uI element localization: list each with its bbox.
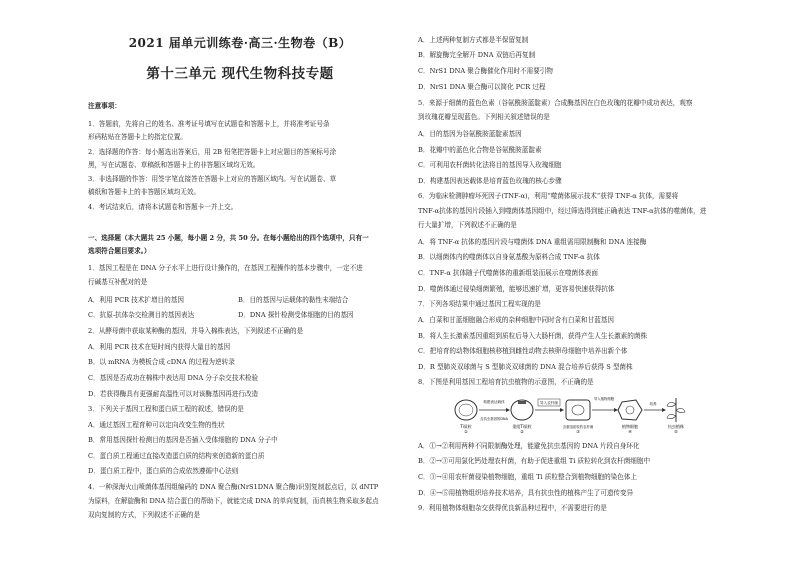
question-line: 2．从酵母菌中获取某种酶的基因，并导入棉株表达，下列叙述不正确的是 [88,327,304,335]
option-line: A．白菜和甘蓝细胞融合形成的杂种细胞中同时含有白菜和甘蓝基因 [418,316,614,324]
option-line: D．构建基因表达载体是培育蓝色玫瑰的核心步骤 [418,177,562,185]
question-line: 双向复制的方式，下列叙述不正确的是 [88,511,201,519]
question-line: 4．一种深海火山喷菌体基因组编码的 DNA 聚合酶(NrS1DNA 聚合酶)识别复制起点后，以 dNTP [88,483,379,491]
ti-plasmid-shape [455,400,477,420]
step-number: ⑤ [674,429,678,434]
notice-line: 稿纸和答题卡上的非答题区域均无效。 [88,188,201,196]
option-line: C．③→④用农杆菌侵染植物细胞，重组 Ti 质粒整合到植物细胞的染色体上 [418,473,638,481]
diagram-label: Ti质粒 [460,424,472,429]
notice-line: 黑，写在试题卷、草稿纸和答题卡上的非答题区域均无效。 [88,161,260,169]
diagram-label: 导入植物细胞 [593,397,615,401]
option-line: C．蛋白质工程通过直接改造蛋白质的结构来创造新的蛋白质 [88,452,265,460]
option-line: C．基因是否成功在棉株中表达用 DNA 分子杂交技术检验 [88,374,259,382]
notice-heading: 注意事项： [88,102,121,110]
diagram-label: 导入农杆菌 [540,401,558,405]
option-line: C．TNF-α 抗体随子代噬菌体的重新组装而展示在噬菌体表面 [418,269,598,277]
question-line: 行碱基互补配对的是 [88,278,148,286]
diagram-label: 重组Ti质粒 [512,424,532,429]
diagram-label: 含重组质粒的农杆菌 [562,425,594,429]
question-line: 7．下列各项结果中通过基因工程实现的是 [418,300,541,308]
option-line: C．NrS1 DNA 聚合酶催化作用时不需要引物 [418,67,554,75]
option-line: D．NrS1 DNA 聚合酶可以简化 PCR 过程 [418,83,546,91]
plant-leaf [667,402,676,406]
option-line: D．DNA 探针检测受体细胞的目的基因 [238,311,354,319]
option-line: D．④→⑤用植物组织培养技术培养，具有抗虫性的植株产生了可遗传变异 [418,489,634,497]
step-number: ① [464,429,468,434]
notice-line: 形码粘贴在答题卡上的指定位置。 [88,133,187,141]
question-line: 1．基因工程是在 DNA 分子水平上进行设计操作的，在基因工程操作的基本步骤中，一定不进 [88,264,363,272]
option-line: D．R 型肺炎双球菌与 S 型肺炎双球菌的 DNA 混合培养后获得 S 型菌株 [418,363,633,371]
diagram-label: 培养 [649,402,657,406]
notice-line: 3．非选择题的作答：用签字笔直接答在答题卡上对应的答题区域内。写在试题卷、草 [88,175,337,183]
insert-gene-mark [518,401,526,404]
option-line: C．把培育的动物体细胞核移植到雌性动物去核卵母细胞中培养出新个体 [418,347,628,355]
plant-leaf [676,408,685,412]
arrow-head [560,408,564,412]
plant-leaf [667,414,676,418]
diagram-label: 构建表达载体 [483,400,505,404]
arrow-head [614,408,618,412]
step-number: ③ [576,429,580,434]
question-line: 到玫瑰花瓣呈现蓝色。下列相关叙述错误的是 [418,113,550,121]
option-line: A．上述两种复制方式都是半保留复制 [418,36,529,44]
arrow-head [506,408,510,412]
notice-line: 2．选择题的作答：每小题选出答案后，用 2B 铅笔把答题卡上对应题目的答案标号涂 [88,148,337,156]
question-line: 8．下图是利用基因工程培育抗虫植物的示意图，不正确的是 [418,378,594,386]
step-number: ② [520,429,524,434]
notice-line: 1．答题前，先将自己的姓名、准考证号填写在试题卷和答题卡上，并将准考证号条 [88,120,330,128]
question-line: TNF-α抗体的基因片段插入到噬菌体基因组中，经过筛选得到能正确表达 TNF-α抗体的噬菌体，进 [418,207,707,215]
option-line: B．目的基因与运载体的黏性末端结合 [238,296,349,304]
unit-title: 第十三单元 现代生物科技专题 [146,66,334,82]
step-number: ④ [628,429,632,434]
option-line: A．目的基因为谷氨酰胺蓝靛素基因 [418,130,522,138]
option-line: D．若获得酶具有更强耐高温性可以对该酶基因再进行改造 [88,390,259,398]
option-line: B．常用基因探针检测目的基因是否插入受体细胞的 DNA 分子中 [88,436,278,444]
section-heading: 一、选择题（本大题共 25 小题，每小题 2 分，共 50 分。在每小题给出的四个选项中，只有一 [88,234,369,242]
section-heading-cont: 选项符合题目要求。） [88,247,151,255]
ti-plasmid-inner [459,404,473,416]
option-line: B．以 mRNA 为模板合成 cDNA 的过程为逆转录 [88,358,235,366]
option-line: A．将 TNF-α 抗体的基因片段与噬菌体 DNA 重组需用限制酶和 DNA 连接酶 [418,238,647,246]
diagram-label: 含抗虫基因的DNA [480,417,508,421]
question-line: 6．为临床检测肿瘤坏死因子(TNF-α)，利用“噬菌体展示技术”获得 TNF-α 抗体，需要将 [418,192,679,200]
option-line: B．花瓣中的蓝色化合物是谷氨酰胺蓝靛素 [418,146,542,154]
question-line: 3．下列关于基因工程和蛋白质工程的叙述，错误的是 [88,405,244,413]
option-line: B．将人生长激素基因重组到质粒后导入大肠杆菌，获得产生人生长激素的菌株 [418,332,648,340]
exam-title: 2021 届单元训练卷·高三·生物卷（B） [128,36,352,50]
agrobacterium-plasmid [572,405,584,415]
genetic-engineering-diagram [452,392,692,434]
option-line: C．可利用农杆菌转化法将目的基因导入玫瑰细胞 [418,161,562,169]
question-line: 为原料，在解旋酶和 DNA 结合蛋白的帮助下，就能完成 DNA 的单向复制，而真核生物采取多起点 [88,497,379,505]
notice-line: 4．考试结束后，请将本试题卷和答题卡一并上交。 [88,203,238,211]
option-line: B．②→③可用氯化钙处理农杆菌，有助于促进重组 Ti 质粒转化到农杆菌细胞中 [418,457,651,465]
agrobacterium-shape [566,400,590,420]
option-line: B．以细菌体内的噬菌体以自身氨基酸为原料合成 TNF-α 抗体 [418,253,600,261]
question-line: 5．来源于细菌的蓝色色素（谷氨酰胺蓝靛素）合成酶基因在白色玫瑰的花瓣中成功表达，观察 [418,99,693,107]
option-line: D．噬菌体通过侵染细菌繁殖，能够迅速扩增，更容易快速获得抗体 [418,285,615,293]
plant-cell-nucleus [626,406,634,414]
option-line: C．抗原-抗体杂交检测目的基因表达 [88,311,195,319]
question-line: 9．利用植物体细胞杂交获得优良新品种过程中，不需要进行的是 [418,504,607,512]
option-line: D．蛋白质工程中，蛋白质的合成依然遵循中心法则 [88,467,239,475]
plant-cell-shape [618,400,642,420]
option-line: A．通过基因工程育种可以定向改变生物的性状 [88,421,225,429]
option-line: A．①→②利用两种不同限制酶处理，能避免抗虫基因的 DNA 片段自身环化 [418,442,640,450]
arrow-head [662,408,666,412]
option-line: A．利用 PCR 技术在短时间内获得大量目的基因 [88,343,231,351]
question-line: 行大量扩增，下列叙述不正确的是 [418,221,517,229]
option-line: A．利用 PCR 技术扩增目的基因 [88,296,184,304]
diagram-label: 抗虫植株 [668,424,684,429]
diagram-label: 植物细胞 [622,424,638,429]
option-line: B．解旋酶完全解开 DNA 双链后再复制 [418,51,536,59]
